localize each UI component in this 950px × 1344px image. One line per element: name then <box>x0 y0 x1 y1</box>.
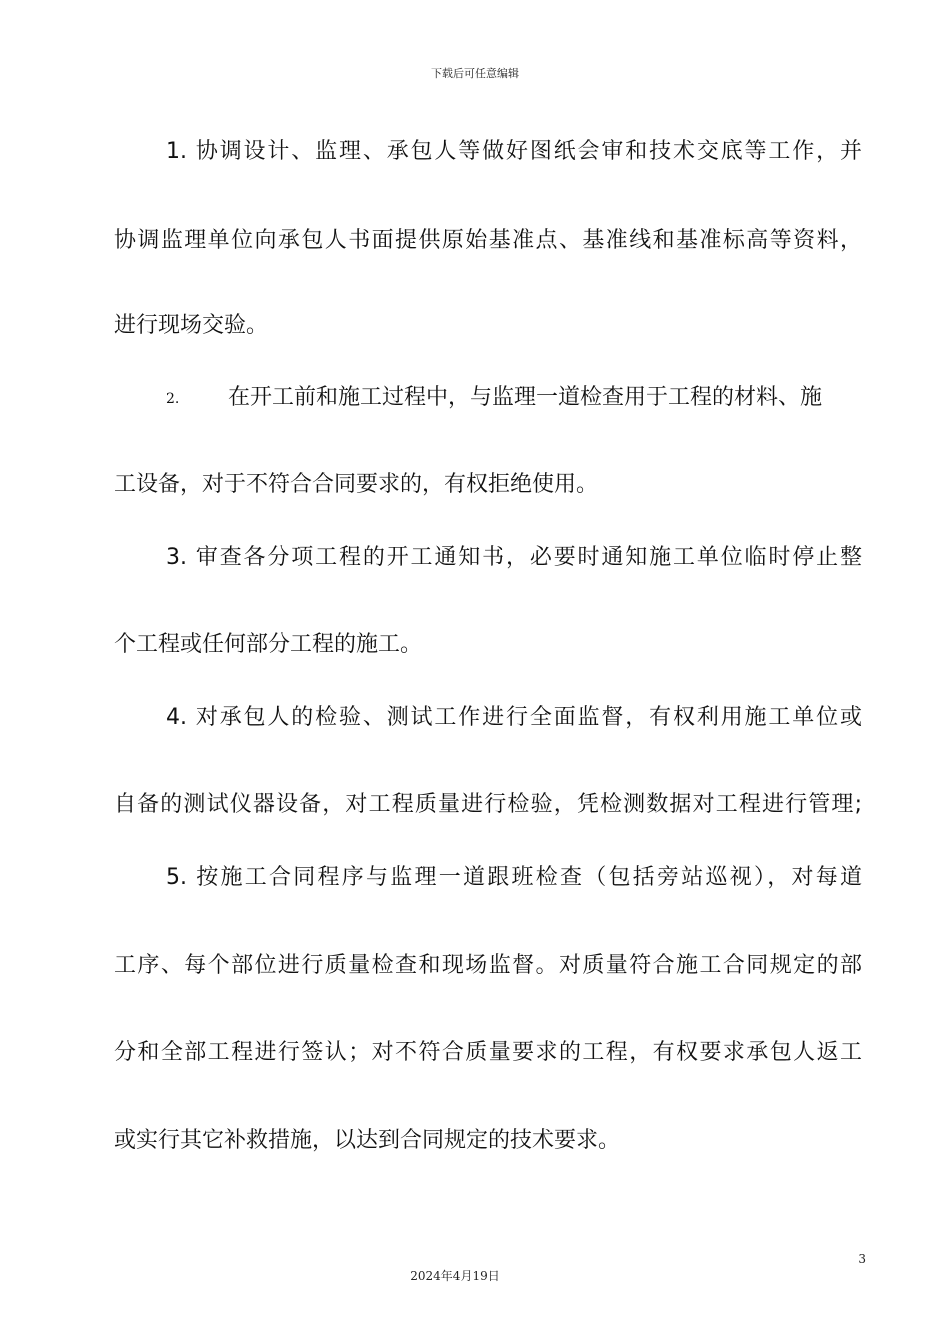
paragraph-1-line-2: 协调监理单位向承包人书面提供原始基准点、基准线和基准标高等资料， <box>114 228 862 253</box>
footer-date: 2024年4月19日 <box>410 1269 500 1283</box>
paragraph-2-number: 2. <box>166 391 180 407</box>
paragraph-2-line-1 <box>166 383 862 414</box>
paragraph-1-line-1: 1. 协调设计、监理、承包人等做好图纸会审和技术交底等工作，并 <box>166 139 862 164</box>
paragraph-1-line-3: 进行现场交验。 <box>114 313 269 338</box>
paragraph-2-line-1-text: 在开工前和施工过程中，与监理一道检查用于工程的材料、施 <box>228 385 823 410</box>
paragraph-3-line-2: 个工程或任何部分工程的施工。 <box>114 632 423 657</box>
header-note: 下载后可任意编辑 <box>431 67 519 80</box>
paragraph-3-line-1: 3. 审查各分项工程的开工通知书，必要时通知施工单位临时停止整 <box>166 545 862 570</box>
paragraph-4-line-2: 自备的测试仪器设备，对工程质量进行检验，凭检测数据对工程进行管理; <box>114 792 862 817</box>
paragraph-5-line-3: 分和全部工程进行签认；对不符合质量要求的工程，有权要求承包人返工 <box>114 1040 862 1065</box>
paragraph-2-line-2: 工设备，对于不符合合同要求的，有权拒绝使用。 <box>114 472 599 497</box>
paragraph-5-line-2: 工序、每个部位进行质量检查和现场监督。对质量符合施工合同规定的部 <box>114 953 862 978</box>
paragraph-5-line-1: 5. 按施工合同程序与监理一道跟班检查（包括旁站巡视），对每道 <box>166 865 862 890</box>
paragraph-4-line-1: 4. 对承包人的检验、测试工作进行全面监督，有权利用施工单位或 <box>166 705 862 730</box>
page-number: 3 <box>858 1252 866 1266</box>
paragraph-5-line-4: 或实行其它补救措施，以达到合同规定的技术要求。 <box>114 1128 621 1153</box>
